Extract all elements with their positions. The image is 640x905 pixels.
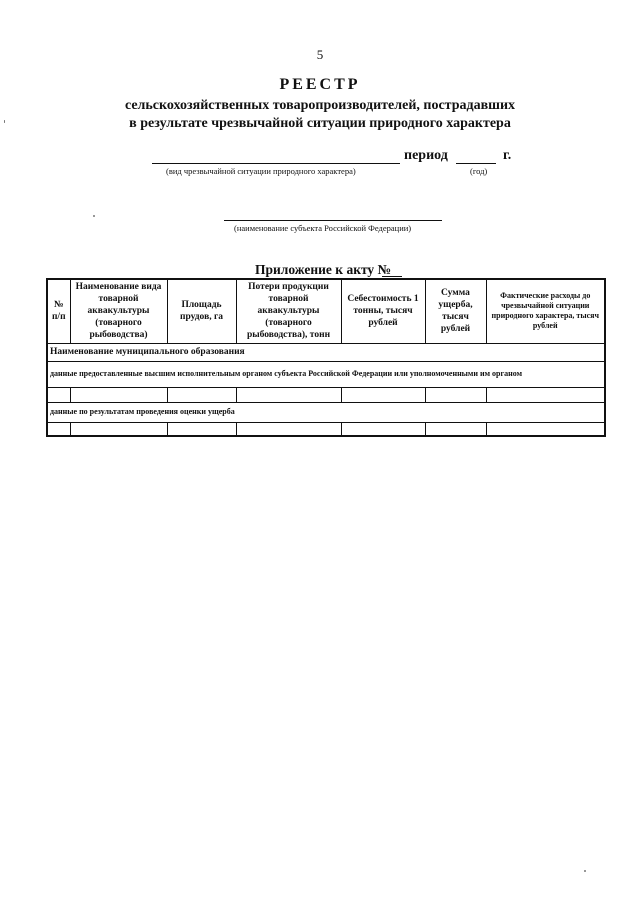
appendix-label: Приложение к акту №	[255, 262, 392, 277]
table-cell	[47, 387, 70, 402]
section-municipality: Наименование муниципального образования	[47, 343, 605, 361]
subject-caption: (наименование субъекта Российской Федерации)	[234, 223, 412, 233]
appendix-number-blank-line	[382, 276, 402, 277]
header-damage-amount: Сумма ущерба, тысяч рублей	[425, 279, 486, 343]
table-cell	[425, 387, 486, 402]
subject-blank-line	[224, 220, 442, 221]
year-suffix: г.	[503, 148, 512, 163]
header-pond-area: Площадь прудов, га	[167, 279, 236, 343]
emergency-type-blank-line	[152, 163, 400, 164]
table-cell	[341, 422, 425, 436]
table-section-row	[47, 343, 605, 361]
scan-speck	[4, 120, 5, 123]
header-aquaculture-type: Наименование вида товарной аквакультуры (товарного рыбоводства)	[70, 279, 167, 343]
table-cell	[425, 422, 486, 436]
header-production-losses: Потери продукции товарной аквакультуры (товарного рыбоводства), тонн	[236, 279, 341, 343]
table-cell	[236, 387, 341, 402]
table-cell	[486, 387, 605, 402]
header-actual-expenses: Фактические расходы до чрезвычайной ситуации природного характера, тысяч рублей	[486, 279, 605, 343]
table-row	[47, 422, 605, 436]
header-cost-per-ton: Себестоимость 1 тонны, тысяч рублей	[341, 279, 425, 343]
table-cell	[70, 387, 167, 402]
table-section-row	[47, 402, 605, 422]
year-blank-line	[456, 163, 496, 164]
registry-table	[46, 278, 606, 437]
section-assessment-data: данные по результатам проведения оценки ущерба	[47, 402, 605, 422]
table-cell	[167, 387, 236, 402]
table-section-row	[47, 361, 605, 387]
scan-speck	[584, 870, 586, 872]
table-cell	[341, 387, 425, 402]
table-cell	[70, 422, 167, 436]
table-cell	[486, 422, 605, 436]
document-title: РЕЕСТР	[279, 76, 361, 93]
table-cell	[167, 422, 236, 436]
table-header-row	[47, 279, 605, 343]
document-subtitle-line-1: сельскохозяйственных товаропроизводителей, пострадавших	[124, 98, 516, 113]
header-number: № п/п	[47, 279, 70, 343]
table-cell	[236, 422, 341, 436]
document-subtitle-line-2: в результате чрезвычайной ситуации природного характера	[129, 116, 511, 131]
period-label: период	[404, 148, 448, 163]
table-cell	[47, 422, 70, 436]
page-number: 5	[316, 47, 324, 62]
table-row	[47, 387, 605, 402]
year-caption: (год)	[470, 166, 488, 176]
section-executive-data: данные предоставленные высшим исполнительным органом субъекта Российской Федерации или уполномоченными им органом	[47, 361, 605, 387]
scan-speck	[93, 215, 95, 217]
emergency-type-caption: (вид чрезвычайной ситуации природного характера)	[166, 166, 356, 176]
